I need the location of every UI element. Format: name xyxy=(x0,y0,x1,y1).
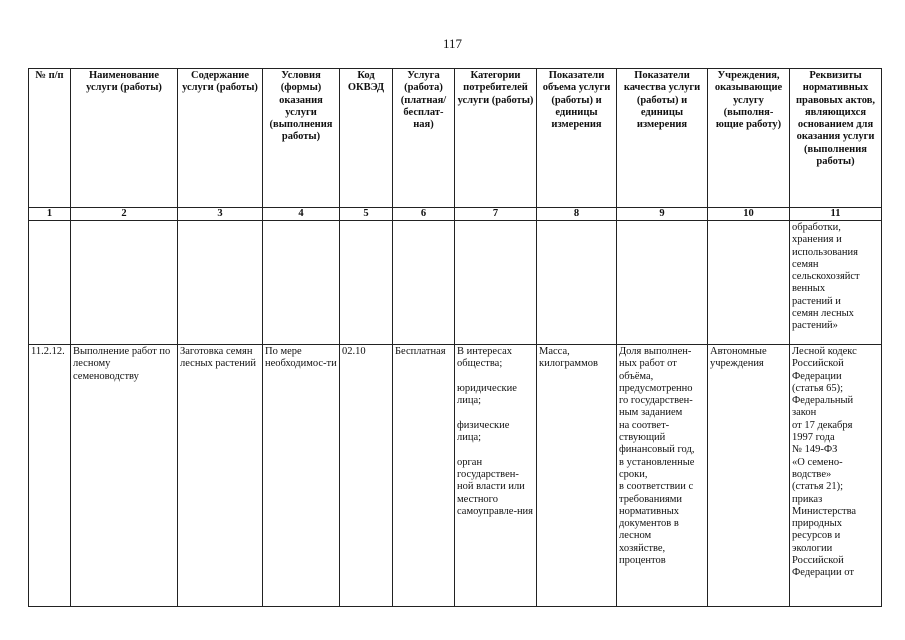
empty-cell xyxy=(455,221,537,345)
empty-cell xyxy=(71,221,178,345)
text-line: Доля выполнен- xyxy=(619,346,692,357)
text-line: сельскохозяйст xyxy=(792,271,860,283)
service-content: Заготовка семян лесных растений xyxy=(178,345,263,607)
text-line: хранения и xyxy=(792,234,842,246)
column-number: 9 xyxy=(617,208,708,221)
empty-cell xyxy=(263,221,340,345)
column-number: 5 xyxy=(340,208,393,221)
page-number: 117 xyxy=(442,36,463,51)
empty-cell xyxy=(537,221,617,345)
text-line: Российской xyxy=(792,358,844,370)
column-number-row xyxy=(29,208,882,221)
header-num: № п/п xyxy=(29,69,71,208)
text-line: природных xyxy=(792,518,842,530)
column-number: 7 xyxy=(455,208,537,221)
empty-cell xyxy=(393,221,455,345)
consumer-categories xyxy=(455,345,537,607)
text-line: Лесной кодекс xyxy=(792,346,857,357)
header-content: Содержание услуги (работы) xyxy=(178,69,263,208)
text-line: лесном xyxy=(619,530,652,542)
empty-cell xyxy=(340,221,393,345)
text-line: требованиями xyxy=(619,493,683,505)
row-number: 11.2.12. xyxy=(29,345,71,607)
text-line: 1997 года xyxy=(792,432,835,444)
text-line: Федерации xyxy=(792,370,842,382)
text-line: Российской xyxy=(792,555,844,567)
header-row xyxy=(29,69,882,208)
text-line: сроки, xyxy=(619,468,648,480)
service-conditions: По мере необходимос-ти xyxy=(263,345,340,607)
text-line: (статья 65); xyxy=(792,382,844,394)
text-line: приказ xyxy=(792,493,823,505)
text-line: хозяйстве, xyxy=(619,542,666,554)
okved-code: 02.10 xyxy=(340,345,393,607)
text-line: водстве» xyxy=(792,468,832,480)
column-number: 10 xyxy=(708,208,790,221)
column-number: 8 xyxy=(537,208,617,221)
text-line: процентов xyxy=(619,555,666,567)
text-line: экологии xyxy=(792,542,833,554)
text-line: ствующий xyxy=(619,432,666,444)
column-number: 2 xyxy=(71,208,178,221)
text-line: семян лесных xyxy=(792,308,854,320)
consumer-intro: В интересах общества; xyxy=(457,346,512,370)
column-number: 11 xyxy=(790,208,882,221)
text-line: растений и xyxy=(792,295,841,307)
header-paid: Услуга (работа) (платная/ бесплат-ная) xyxy=(393,69,455,208)
header-consumers: Категории потребителей услуги (работы) xyxy=(455,69,537,208)
header-name: Наименование услуги (работы) xyxy=(71,69,178,208)
text-line: № 149-ФЗ xyxy=(792,444,838,456)
text-line: го государствен- xyxy=(619,395,693,407)
empty-cell xyxy=(617,221,708,345)
text-line: семян xyxy=(792,258,819,270)
continuation-row xyxy=(29,221,882,345)
consumer-item: юридические лица; xyxy=(457,382,517,407)
text-line: финансовый год, xyxy=(619,444,695,456)
header-volume: Показатели объема услуги (работы) и единицы измерения xyxy=(537,69,617,208)
text-line: в соответствии с xyxy=(619,481,694,493)
column-number: 3 xyxy=(178,208,263,221)
services-table xyxy=(28,68,882,607)
text-line: (статья 21); xyxy=(792,481,844,493)
legal-acts xyxy=(790,345,882,607)
text-line: использования xyxy=(792,246,858,258)
service-name: Выполнение работ по лесному семеноводству xyxy=(71,345,178,607)
header-institutions: Учреждения, оказывающие услугу (выполня-ющие работу) xyxy=(708,69,790,208)
quality-indicator xyxy=(617,345,708,607)
text-line: нормативных xyxy=(619,505,680,517)
text-line: растений» xyxy=(792,320,838,332)
text-line: Федеральный xyxy=(792,395,854,407)
consumer-item: физические лица; xyxy=(457,419,510,444)
column-number: 4 xyxy=(263,208,340,221)
empty-cell xyxy=(29,221,71,345)
paid-status: Бесплатная xyxy=(393,345,455,607)
volume-indicator: Масса, килограммов xyxy=(537,345,617,607)
column-number: 1 xyxy=(29,208,71,221)
text-line: обработки, xyxy=(792,222,841,233)
institutions: Автономные учреждения xyxy=(708,345,790,607)
text-line: на соответ- xyxy=(619,419,670,431)
header-okved: Код ОКВЭД xyxy=(340,69,393,208)
text-line: Федерации от xyxy=(792,567,854,579)
text-line: венных xyxy=(792,283,826,295)
text-line: Министерства xyxy=(792,505,857,517)
text-line: документов в xyxy=(619,518,679,530)
text-line: в установленные xyxy=(619,456,695,468)
text-line: ным заданием xyxy=(619,407,683,419)
text-line: объёма, xyxy=(619,370,654,382)
table-row xyxy=(29,345,882,607)
column-number: 6 xyxy=(393,208,455,221)
text-line: закон xyxy=(792,407,817,419)
text-line: от 17 декабря xyxy=(792,419,853,431)
header-legal-acts: Реквизиты нормативных правовых актов, являющихся основанием для оказания услуги (выполнения работы) xyxy=(790,69,882,208)
empty-cell xyxy=(708,221,790,345)
text-line: ных работ от xyxy=(619,358,677,370)
text-line: предусмотренно xyxy=(619,382,693,394)
text-line: «О семено- xyxy=(792,456,843,468)
header-conditions: Условия (формы) оказания услуги (выполнения работы) xyxy=(263,69,340,208)
text-line: ресурсов и xyxy=(792,530,841,542)
continuation-legal-text xyxy=(790,221,882,345)
empty-cell xyxy=(178,221,263,345)
consumer-item: орган государствен-ной власти или местного самоуправле-ния xyxy=(457,456,534,517)
header-quality: Показатели качества услуги (работы) и единицы измерения xyxy=(617,69,708,208)
